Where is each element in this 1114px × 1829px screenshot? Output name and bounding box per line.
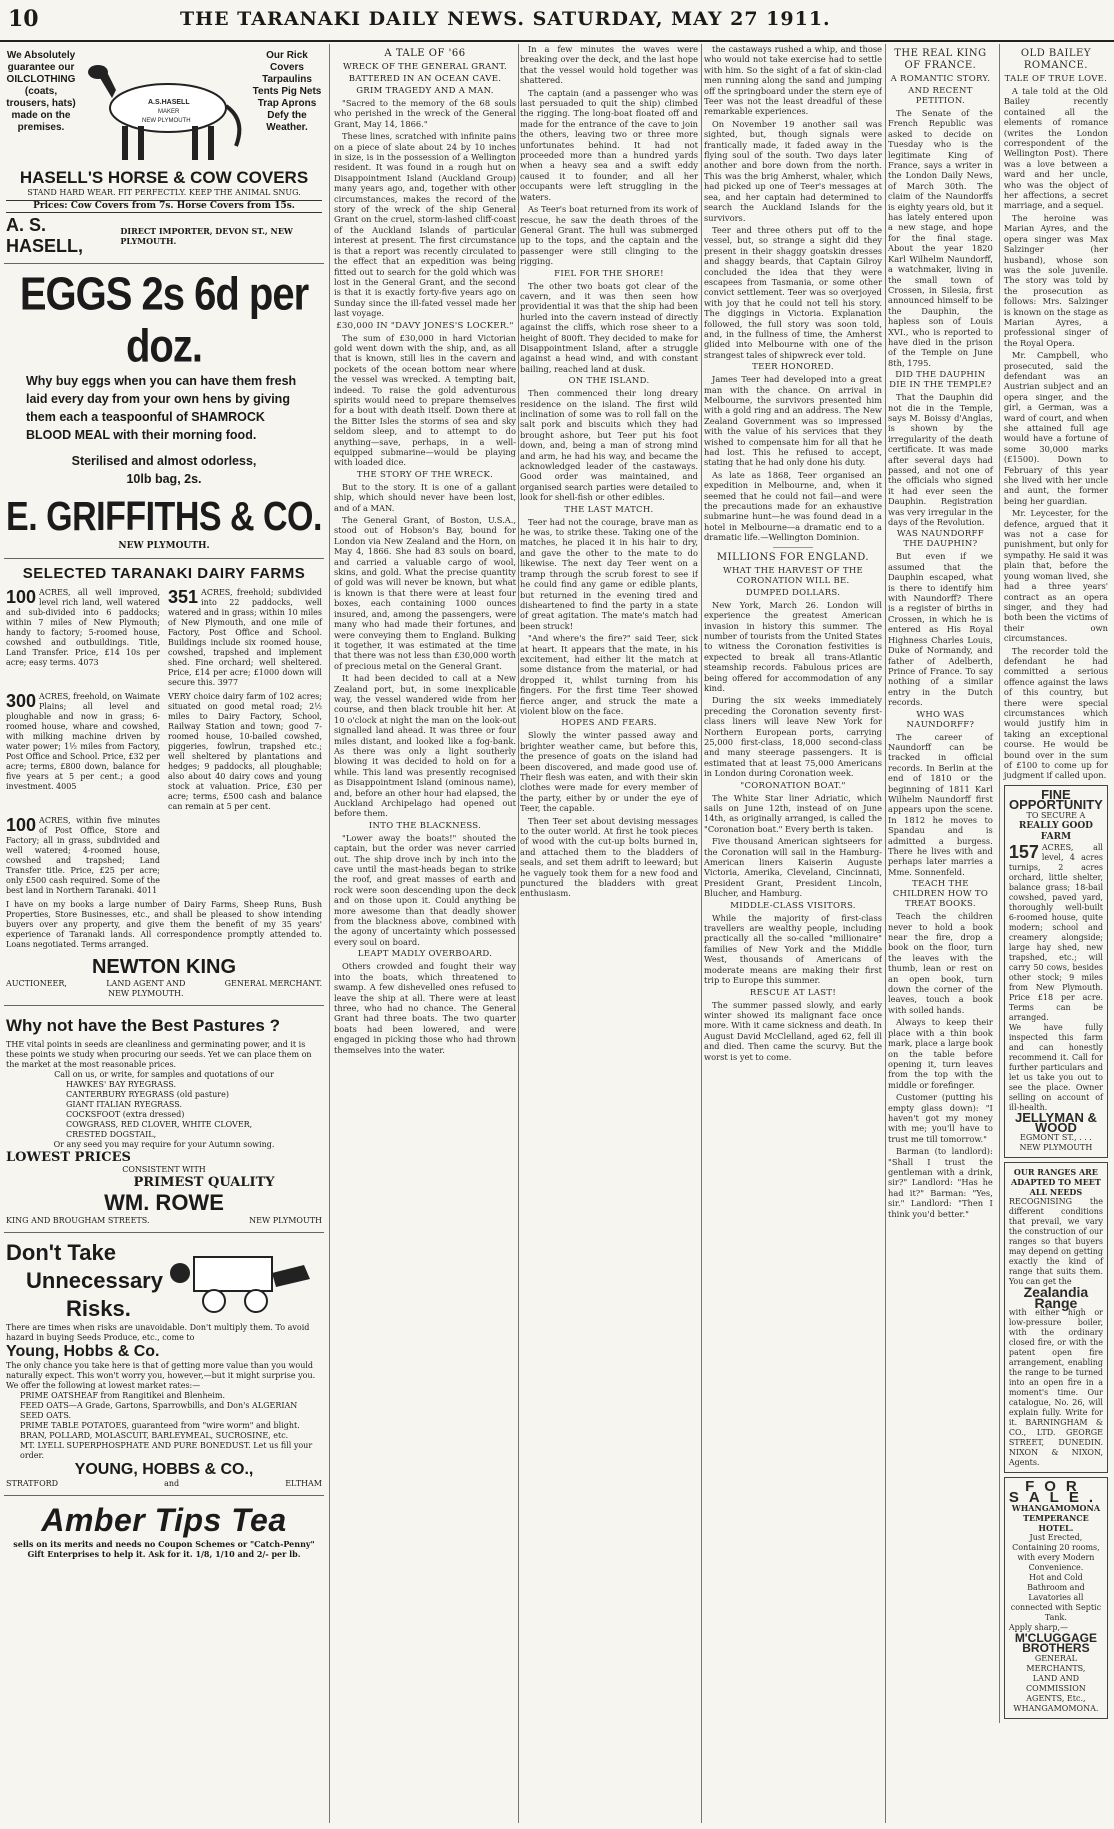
amber-footer: sells on its merits and needs no Coupon Schemes or "Catch-Penny" Gift Enterprises to help it. Ask for it. 1/8, 1/10 and 2/- per lb. [13, 1539, 315, 1559]
cart-illustration-icon [164, 1243, 314, 1315]
farms-header: SELECTED TARANAKI DAIRY FARMS [22, 565, 306, 582]
griffiths-name: E. GRIFFITHS & CO. [6, 494, 322, 540]
column-rule [885, 44, 886, 1823]
svg-text:MAKER: MAKER [158, 109, 180, 115]
paragraph: The captain (and a passenger who was last persuaded to quit the ship) climbed the rigging. The long-boat floated off and made for the entrance of the cave to join the others, leaving two or three more unfortunates behind. It had not proceeded more than a hundred yards when a heavy sea and a swift eddy caused it to founder, and all her occupants were left struggling in the waters. [520, 87, 698, 202]
paragraph: Mr. Campbell, who prosecuted, said the defendant was an Austrian subject and an opera singer, and the girl, a German, was a ward of court, and when she attained full age would have a fortune of some 30,000 marks (£1500). Down to February of this year she lived with her uncle and aunt, the former being her guardian. [1003, 350, 1108, 506]
article-headline: THE REAL KING OF FRANCE. [894, 48, 987, 71]
seed-item: CRESTED DOGSTAIL, [66, 1130, 157, 1139]
pastures-intro: THE vital points in seeds are cleanliness and germinating power, and it is these points we study when procuring our seeds. Yet we can place them on the market at the most reasonable prices. [6, 1040, 312, 1069]
dairy-farms-advertisement [4, 559, 324, 1006]
section-heading: INTO THE BLACKNESS. [368, 820, 482, 831]
article-headline: OLD BAILEY ROMANCE. [1020, 48, 1091, 71]
paragraph: The career of Naundorff can be tracked in official records. In Berlin at the end of 1810 or the beginning of 1811 Karl Wilhelm Naundorff first appears upon the scene. In 1812 he moves to Spandau and is admitted a burgess. There he lives with and perhaps later marries a Mme. Sonnenfeld. [888, 731, 993, 877]
paragraph: The other two boats got clear of the cavern, and it was then seen how providential it was that the ship had been hurled into the cavern instead of directly against the cliffs, which rose sheer to a height of 800ft. They decided to make for Disappointment Island, after a struggle against a head wind, and with constant bailing, reached land at dusk. [520, 280, 698, 374]
paragraph: As Teer's boat returned from its work of rescue, he saw the death throes of the General Grant. The hull was submerged up to the tops, and the captain and the passenger were still clinging to the rigging. [520, 204, 698, 267]
young-headline-1: Don't Take [6, 1240, 116, 1265]
newton-mid: LAND AGENT AND NEW PLYMOUTH. [106, 979, 186, 998]
hasell-advertisement [4, 44, 324, 264]
young-headline-2: Unnecessary [26, 1268, 163, 1293]
forsale-text-2: Containing 20 rooms, with every Modern Convenience. [1012, 1543, 1100, 1573]
section-heading: WHO WAS NAUNDORFF? [906, 709, 975, 730]
farm-listing: 351 ACRES, freehold; subdivided into 22 paddocks, well watered and in grass; within 10 miles of New Plymouth, and one mile of Factory, Post Office and School. Buildings include six roomed house, cowshed, trapshed and implement shed. Fine orchard; well sheltered. Price, £14 per acre; £1000 down will secure this. 3977 [168, 587, 322, 687]
eggs-sub-2: 10lb bag, 2s. [126, 472, 202, 486]
young-item: BRAN, POLLARD, MOLASCUIT, BARLEYMEAL, SUCROSINE, etc. [20, 1431, 289, 1440]
zealandia-name: Zealandia Range [1023, 1284, 1089, 1311]
svg-text:NEW PLYMOUTH: NEW PLYMOUTH [142, 118, 191, 124]
paragraph: In a few minutes the waves were breaking over the deck, and the last hope that the vessel would hold together was shattered. [520, 44, 698, 86]
pastures-quality: PRIMEST QUALITY [133, 1175, 275, 1190]
young-headline-3: Risks. [66, 1296, 131, 1321]
article-subhead: AND RECENT PETITION. [908, 86, 973, 106]
newspaper-title: THE TARANAKI DAILY NEWS. SATURDAY, MAY 27 1911. [180, 8, 831, 30]
paragraph: That the Dauphin did not die in the Temple, says M. Boissy d'Anglas, is shown by the irregularity of the death certificate. It was made after several days had passed, and not one of the officials who signed it had ever seen the Dauphin. Registration was very irregular in the days of the Revolution. [888, 392, 993, 528]
section-heading: TEER HONORED. [752, 362, 834, 373]
hasell-tagline: STAND HARD WEAR. FIT PERFECTLY. KEEP THE ANIMAL SNUG. [27, 188, 301, 197]
newton-king-name: NEWTON KING [91, 956, 237, 978]
paragraph: But even if we assumed that the Dauphin escaped, what is there to identify him with Naundorff? There is a register of births in Crossen, in which he is entered as His Royal Highness Charles Louis, Duke of Normandy, and father of Adelberth, Prince of France. To say nothing of a similar entry in the Dutch records. [888, 551, 993, 708]
fine-text-2: We have fully inspected this farm and can honestly recommend it. Call for further particulars and let us take you out to see the place. Owner selling on account of ill-health. [1008, 1022, 1103, 1112]
article-subhead: WRECK OF THE GENERAL GRANT. [343, 62, 507, 72]
pastures-lowest: LOWEST PRICES [6, 1150, 131, 1165]
seed-item: COWGRASS, RED CLOVER, WHITE CLOVER, [66, 1120, 253, 1129]
hasell-address: DIRECT IMPORTER, DEVON ST., NEW PLYMOUTH. [120, 226, 293, 246]
section-heading: THE LAST MATCH. [564, 504, 654, 515]
column-rule [701, 44, 702, 1823]
section-heading: ON THE ISLAND. [568, 376, 650, 387]
young-name: Young, Hobbs & Co. [6, 1343, 160, 1360]
hasell-guarantee-text: We Absolutely guarantee our OILCLOTHING (coats, trousers, hats) made on the premises. [6, 50, 76, 133]
article-subhead: WHAT THE HARVEST OF THE CORONATION WILL BE. [722, 565, 864, 586]
hasell-name: A. S. HASELL, [6, 215, 84, 256]
ranges-header: OUR RANGES ARE ADAPTED TO MEET ALL NEEDS [1010, 1167, 1101, 1198]
article-column [704, 44, 882, 1823]
eggs-body: Why buy eggs when you can have them fresh laid every day from your own hens by giving them each a teaspoonful of SHAMROCK BLOOD MEAL with their morning food. [26, 374, 297, 442]
paragraph: The White Star liner Adriatic, which sails on June 12th, instead of on June 14th, as originally arranged, is called the "Coronation boat." Every berth is taken. [704, 792, 882, 834]
paragraph: Then Teer set about devising messages to the outer world. At first he took pieces of wood with the cut-up bolts burned in, and attached them to the bladders of seals, and set them adrift to leeward; but he vaguely took them for a new food and punctured the bladders with great enthusiasm. [520, 815, 698, 899]
article-headline: A TALE OF '66 [384, 48, 466, 59]
forsale-header: FOR SALE. [1008, 1478, 1104, 1506]
paragraph: Others crowded and fought their way into the boats, which threatened to swamp. A few dishevelled ones refused to leave the ship at all. There were at least three, who had no chance. The General Grant had three boats. The two quarter boats had been lowered, and were engaged in picking those who had thrown themselves into the water. [334, 961, 516, 1055]
eggs-headline: EGGS 2s 6d per doz. [19, 269, 309, 372]
mccluggage-sub-3: WHANGAMOMONA. [1013, 1703, 1099, 1713]
zealandia-advertisement [1004, 1162, 1108, 1473]
hasell-covers-text: Our Rick Covers Tarpaulins Tents Pig Nets Trap Aprons Defy the Weather. [252, 50, 322, 133]
paragraph: During the six weeks immediately preceding the Coronation seventy first-class liners will leave New York for Northern European ports, carrying 25,000 first-class, 18,000 second-class and many steerage passengers. It is estimated that at least 75,000 Americans in London during Coronation week. [704, 695, 882, 779]
article-subhead: TALE OF TRUE LOVE. [1004, 74, 1108, 84]
article-column [334, 44, 516, 1823]
paragraph: These lines, scratched with infinite pains on a piece of slate about 24 by 10 inches in size, is in the possession of a Wellington resident. It was found in a rough hut on Disappointment Island (Auckland Group) many years ago, and, together with other circumstances, makes the record of the story of the wreck of the ship General Grant on the cruel, storm-lashed cliff-coast of the Auckland Islands of particular interest at present. The first circumstance is that a report was recently circulated to the effect that an expedition was being fitted out to search for the gold which was lost in the General Grant, and the second is that it is exactly forty-five years ago on Sunday since the ill-fated vessel made her last voyage. [334, 131, 516, 319]
article-column [888, 44, 1108, 1823]
advertisement-column [4, 44, 324, 1823]
paragraph: The Senate of the French Republic was asked to decide on Tuesday who is the legitimate King of France, says a writer in the London Daily News, of March 30th. The claim of the Naundorffs is eighty years old, but it has lately entered upon a new stage, and hope for the final stage. About the year 1820 Karl Wilhelm Naundorff, a watchmaker, living in the small town of Crossen, in Silesia, first announced himself to be the Dauphin, the hapless son of Louis XVI., who is reported to have died in the prison of the Temple on June 8th, 1795. [888, 108, 993, 368]
hasell-ad-title: HASELL'S HORSE & COW COVERS [19, 168, 309, 187]
section-heading: LEAPT MADLY OVERBOARD. [357, 949, 493, 960]
farms-footer: I have on my books a large number of Dairy Farms, Sheep Runs, Bush Properties, Store Businesses, etc., and shall be pleased to show intending buyers over any property, and give them the benefit of my 35 years' experience of Taranaki lands. All correspondence promptly attended to. Loans negotiated. Terms arranged. [6, 900, 322, 949]
young-body: There are times when risks are unavoidable. Don't multiply them. To avoid hazard in buying Seeds Produce, etc., come to [6, 1323, 310, 1342]
pastures-closing: Or any seed you may require for your Autumn sowing. [53, 1140, 275, 1149]
mccluggage-sub-1: GENERAL MERCHANTS, [1026, 1653, 1086, 1673]
forsale-text-3: Hot and Cold Bathroom and Lavatories all connected with Septic Tank. [1010, 1573, 1102, 1623]
fine-text: ACRES, all level, 4 acres turnips, 2 acres orchard, little shelter, balance grass; 18-bail cowshed, paved yard, thoroughly well-built 6-roomed house, quite modern; school and creamery alongside; large hay shed, new trapshed, etc.; will carry 50 cows, besides other stock; 9 miles from New Plymouth. Price £18 per acre. Terms can be arranged. [1008, 842, 1103, 1022]
svg-text:A.S.HASELL: A.S.HASELL [148, 99, 190, 106]
paragraph: It had been decided to call at a New Zealand port, but, in some inexplicable way, the vessel wandered wide from her course, and then black trouble hit her. At 10 o'clock at night the man on the look-out signalled land ahead. It was three or four miles distant, and looked like a fog-bank. As there was only a light southerly blowing it was decided to hold on for a while. This land was presently recognised as Disappointment Island (ominous name), and, before an other hour had elapsed, the Auckland Archipelago had opened out before them. [334, 673, 516, 819]
seed-item: COCKSFOOT (extra dressed) [66, 1110, 185, 1119]
paragraph: Five thousand American sightseers for the Coronation will sail in the Hamburg-American liners Kaiserin Auguste Victoria, Amerika, Cleveland, Cincinnati, President Grant, President Lincoln, Blucher, and Hamburg. [704, 836, 882, 899]
rowe-address-left: KING AND BROUGHAM STREETS. [6, 1216, 150, 1225]
griffiths-location: NEW PLYMOUTH. [118, 541, 210, 551]
young-item: FEED OATS—A Grade, Gartons, Sparrowbills, and Don's ALGERIAN SEED OATS. [20, 1401, 298, 1420]
paragraph: Teer had not the courage, brave man as he was, to strike these. Taking one of the matches, he placed it in his hair to dry, and gave the other to the mate to do likewise. The next day Teer went on a tramp through the scrub forest to see if he could find any game or edible plants, but returned in the evening tired and disheartened to find the party in a state of great agitation. The mate's match had been struck! [520, 516, 698, 631]
seed-item: CANTERBURY RYEGRASS (old pasture) [66, 1090, 229, 1099]
section-heading: MIDDLE-CLASS VISITORS. [730, 900, 856, 911]
eggs-advertisement [4, 264, 324, 559]
eggs-sub-1: Sterilised and almost odorless, [71, 454, 257, 468]
article-subhead: DUMPED DOLLARS. [745, 587, 841, 598]
paragraph: Teer and three others put off to the vessel, but, so strange a sight did they present in their shaggy goatskin dresses and shaggy beards, that Captain Gilroy concluded the idea that they were escapees from Tasmania, or some other convict settlement. Teer was so overjoyed with joy that he could not tell his story. The diggings in Victoria. Explanation followed, the full story was soon told, and, in the fullness of time, the Amherst glided into Melbourne with one of the strangest tales of shipwreck ever told. [704, 224, 882, 360]
pastures-call: Call on us, or write, for samples and quotations of our [54, 1070, 274, 1079]
amber-tips-advertisement [4, 1496, 324, 1565]
page-number: 10 [8, 6, 39, 32]
paragraph: "Sacred to the memory of the 68 souls who perished in the wreck of the General Grant, May 14, 1866." [334, 98, 516, 129]
paragraph: A tale told at the Old Bailey recently contained all the elements of romance (writes the London correspondent of the Wellington Post). There was a love between a ward and her uncle, who was the object of her affections, a secret marriage, and a sequel. [1003, 86, 1108, 211]
rowe-address-right: NEW PLYMOUTH [249, 1216, 322, 1225]
young-item: PRIME OATSHEAF from Rangitikei and Blenheim. [20, 1391, 226, 1400]
article-headline: MILLIONS FOR ENGLAND. [716, 551, 870, 563]
young-loc-mid: and [164, 1479, 180, 1488]
pastures-advertisement [4, 1006, 324, 1233]
farm-listing: 300 ACRES, freehold, on Waimate Plains; all level and ploughable and now in grass; 6-roomed house, whare and cowshed, with milking machine driven by water power; 1½ miles from Factory, Post Office and School. Price, £32 per acre; terms, £800 down, balance for five years at 5 per cent.; a good investment. 4005 [6, 691, 160, 791]
column-rule [518, 44, 519, 1823]
fine-header-3: REALLY GOOD FARM [1018, 820, 1093, 842]
article-column [520, 44, 698, 1823]
jellyman-name: JELLYMAN & WOOD [1014, 1109, 1097, 1136]
paragraph: Mr. Leycester, for the defence, argued that it was not a case for punishment, but only for sympathy. He said it was plain that, before the young woman lived, she had a three years' contract as an opera singer, and they had both been the victims of their own circumstances. [1003, 508, 1108, 644]
young-offer: The only chance you take here is that of getting more value than you would naturally expect. This won't worry you, however,—but it might surprise you. We offer the following at lowest market rates:— [6, 1361, 316, 1390]
forsale-apply: Apply sharp,— [1008, 1623, 1068, 1633]
article-subhead: GRIM TRAGEDY AND A MAN. [356, 86, 494, 96]
forsale-text-1: Just Erected, [1029, 1533, 1083, 1543]
section-heading: £30,000 IN "DAVY JONES'S LOCKER." [336, 320, 514, 331]
section-heading: THE STORY OF THE WRECK. [356, 469, 494, 480]
mccluggage-sub-2: LAND AND COMMISSION AGENTS, Etc., [1026, 1673, 1086, 1703]
section-heading: TEACH THE CHILDREN HOW TO TREAT BOOKS. [892, 879, 989, 910]
paragraph: While the majority of first-class travellers are wealthy people, including practically all the so-called "millionaire" families of New York and the Middle West, thousands of Americans of moderate means are making their first trip to Europe this summer. [704, 912, 882, 986]
newton-left: AUCTIONEER, [6, 979, 67, 988]
section-heading: HOPES AND FEARS. [561, 718, 657, 729]
forsale-name: WHANGAMOMONA TEMPERANCE HOTEL. [1011, 1503, 1101, 1534]
paragraph: On November 19 another sail was sighted, but, though signals were frantically made, it faded away in the flying soul of the south. Two days later another and bore down from the north. This was the brig Amherst, whaler, which had picked up one of Teer's messages at sea, and her captain had determined to search the Auckland Islands for the survivors. [704, 118, 882, 223]
paragraph: "Lower away the boats!" shouted the captain, but the order was never carried out. The ship drove inch by inch into the cave until the mast-heads began to strike the roof, and great masses of earth and rock were soon descending upon the deck and on those upon it. Could anything be more awesome than that deadly shower from the blackness above, combined with the agony of uncertainty which possessed every soul on board. [334, 832, 516, 947]
pastures-consistent: CONSISTENT WITH [122, 1165, 206, 1174]
farm-listing: 100 ACRES, within five minutes of Post Office, Store and Factory; all in grass, subdivided and well watered; 4-roomed house, cowshed and trapshed; Land Transfer title. Price, £25 per acre; only £500 cash required. Some of the best land in Northern Taranaki. 4011 [6, 815, 160, 895]
section-heading: DID THE DAUPHIN DIE IN THE TEMPLE? [889, 370, 992, 391]
paragraph: The General Grant, of Boston, U.S.A., stood out of Hobson's Bay, bound for London via New Zealand and the Horn, on May 4, 1866. She had 83 souls on board, and carried a valuable cargo of wool, skins, and gold. What the precise quantity of gold was will never be known, but what is known is that there were at least four boxes, each containing 1000 ounces insured, and, among the passengers, were many who had made their fortunes, and were conveying them to England. Bulking it together, it was estimated at the time that there was not less than £30,000 worth of precious metal on the General Grant. [334, 515, 516, 671]
seed-item: GIANT ITALIAN RYEGRASS. [66, 1100, 183, 1109]
hasell-prices: Prices: Cow Covers from 7s. Horse Covers from 15s. [6, 200, 322, 213]
zealandia-text: with either high or low-pressure boiler, with the ordinary closed fire, or with the patent open fire arrangement, enabling the range to be turned into an open fire in a moment's time. Our catalogue, No. 26, will explain fully. Write for it. BARNINGHAM & CO., LTD. GEORGE STREET, DUNEDIN. NIXON & NIXON, Agents. [1008, 1308, 1103, 1468]
paragraph: the castaways rushed a whip, and those who would not take exercise had to settle with him. So the sight of a fat of skin-clad men running along the sand and jumping off the springboard under the stern eye of Teer was not the least dreadful of these remarkable experiences. [704, 44, 882, 117]
article-subhead: BATTERED IN AN OCEAN CAVE. [348, 74, 502, 84]
pastures-headline: Why not have the Best Pastures ? [6, 1016, 280, 1035]
farm-listing: 100 ACRES, all well improved, level rich land, well watered and sub-divided into 6 paddocks; within 7 miles of New Plymouth; handy to factory; 5-roomed house, cowshed and outbuildings. Title, Land Transfer. Price, £14 10s per acre; easy terms. 4073 [6, 587, 160, 667]
young-name-caps: YOUNG, HOBBS & CO., [74, 1461, 254, 1478]
paragraph: Always to keep their place with a thin book mark, place a large book on the table before opening it, turn leaves from the top with the middle or forefinger. [888, 1017, 993, 1090]
article-subhead: A ROMANTIC STORY. [890, 74, 991, 84]
paragraph: James Teer had developed into a great man with the chance. On arrival in Melbourne, the survivors presented him with a gold ring and an address. The New Zealand Government was so impressed with the value of his services that they wished to compensate him for all that he had lost. This he refused to accept, stating that he had only done his duty. [704, 374, 882, 468]
paragraph: Barman (to landlord): "Shall I trust the gentleman with a drink, sir?" Landlord: "Has he had it?" Barman: "Yes, sir." Landlord: "Then I think you'd better." [888, 1146, 993, 1219]
paragraph: New York, March 26. London will experience the greatest American invasion in history this summer. The number of tourists from the United States to witness the Coronation festivities is expected to break all trans-Atlantic steamship records. Fabulous prices are being offered for accommodation of any kind. [704, 599, 882, 693]
column-rule [329, 44, 330, 1823]
fine-acres: 157 [1008, 841, 1039, 862]
section-heading: "CORONATION BOAT." [740, 780, 846, 791]
fine-header-1: FINE OPPORTUNITY [1008, 786, 1103, 813]
paragraph: But to the story. It is one of a gallant ship, which should never have been lost, and of a MAN. [334, 481, 516, 513]
fine-header-2: TO SECURE A [1026, 810, 1086, 820]
newton-right: GENERAL MERCHANT. [224, 979, 322, 988]
young-loc-left: STRATFORD [6, 1479, 59, 1488]
paragraph: Teach the children never to hold a book near the fire, drop a book on the floor, turn the leaves with the thumb, lean or rest on an open book, turn down the corner of the leaves, touch a book with soiled hands. [888, 911, 993, 1015]
section-heading: RESCUE AT LAST! [749, 987, 837, 998]
paragraph: The heroine was Marian Ayres, and the opera singer was Max Salzinger (her husband), whose son was the sole juvenile. The story was told by the prosecution as follows: Mrs. Salzinger is known on the stage as Marian Ayres, a professional singer of the Royal Opera. [1003, 212, 1108, 348]
paragraph: The recorder told the defendant he had committed a serious offence against the laws of this country, but there were special circumstances which would justify him in taking an exceptional course. He would be bound over in the sum of £100 to come up for judgment if called upon. [1003, 645, 1108, 781]
ranges-text: RECOGNISING the different conditions that prevail, we vary the construction of our ranges so that buyers may depend on getting exactly the kind of range that suits them. You can get the [1008, 1197, 1103, 1287]
horse-in-cover-icon [76, 50, 252, 168]
paragraph: Customer (putting his empty glass down): "I haven't got my money with me; you'll have to trust me till tomorrow." [888, 1092, 993, 1144]
young-item: MT. LYELL SUPERPHOSPHATE AND PURE BONEDUST. Let us fill your order. [20, 1441, 313, 1460]
mccluggage-name: M'CLUGGAGE BROTHERS [1014, 1631, 1097, 1656]
paragraph: As late as 1868, Teer organised an expedition in Melbourne, and, when it seemed that he could not fail—and were the precautions made for an exhaustive submarine hunt—he was found dead in a hotel in Melbourne—a dramatic end to a dramatic life.—Wellington Dominion. [704, 469, 882, 543]
young-hobbs-advertisement [4, 1233, 324, 1496]
rowe-name: WM. ROWE [104, 1190, 224, 1215]
paragraph: The summer passed slowly, and early winter showed its malignant face once more. With it came sickness and death. In August David McClelland, aged 62, fell ill and died. Then came the scurvy. But the worst is yet to come. [704, 999, 882, 1062]
section-heading: WAS NAUNDORFF THE DAUPHIN? [896, 529, 984, 550]
masthead [0, 0, 1114, 42]
young-item: PRIME TABLE POTATOES, guaranteed from "wire worm" and blight. [20, 1421, 300, 1430]
jellyman-address: EGMONT ST., . . . NEW PLYMOUTH [1019, 1133, 1093, 1153]
young-loc-right: ELTHAM [285, 1479, 322, 1488]
farm-listing: VERY choice dairy farm of 102 acres; situated on good metal road; 2½ miles to Dairy Factory, School, Railway Station and town; good 7-roomed house, 10-bailed cowshed, piggeries, fowlrun, trapshed etc.; well sheltered by plantations and hedges; 9 paddocks, all ploughable; also about 40 dairy cows and young stock at valuation. Price, £30 per acre; terms, £500 cash and balance can remain at 5 per cent. [168, 692, 322, 811]
paragraph: Then commenced their long dreary residence on the island. The first wild inclination of some was to roll fall on the salt pork and biscuits which they had brought ashore, but Teer put his foot down, and, being a man of strong mind and arm, he had his way, and became the acknowledged leader of the castaways. Good order was maintained, and organised search parties were detailed to look for shell-fish or other edibles. [520, 388, 698, 503]
section-heading: FIEL FOR THE SHORE! [554, 268, 664, 279]
seed-item: HAWKES' BAY RYEGRASS. [66, 1080, 177, 1089]
for-sale-advertisement [1004, 1477, 1108, 1719]
paragraph: The sum of £30,000 in hard Victorian gold went down with the ship, and, as all that is known, still lies in the cavern and pockets of the ocean bottom near where the vessel was wrecked. A tempting bait, indeed. To raise the gold adventurous spirits would need to prepare themselves for a bout with death itself. Down there at the Bitter Isles the storms of sea and sky seldom sleep, and to attempt to do anything—save, perhaps, in a well-equipped submarine—would be playing with loaded dice. [334, 332, 516, 468]
amber-headline: Amber Tips Tea [41, 1502, 287, 1538]
fine-opportunity-advertisement [1004, 785, 1108, 1159]
paragraph: "And where's the fire?" said Teer, sick at heart. It appears that the mate, in his excitement, had either lit the match at some distance from the material, or had dropped it, whilst turning from his fingers. For the first time Teer showed fierce anger, and struck the mate a violent blow on the face. [520, 633, 698, 716]
paragraph: Slowly the winter passed away and brighter weather came, but before this, the presence of goats on the island had been discovered, and made good use of. Their flesh was eaten, and with their skin clothes were made for every member of the party, either by or under the eye of Teer, the capable. [520, 730, 698, 814]
